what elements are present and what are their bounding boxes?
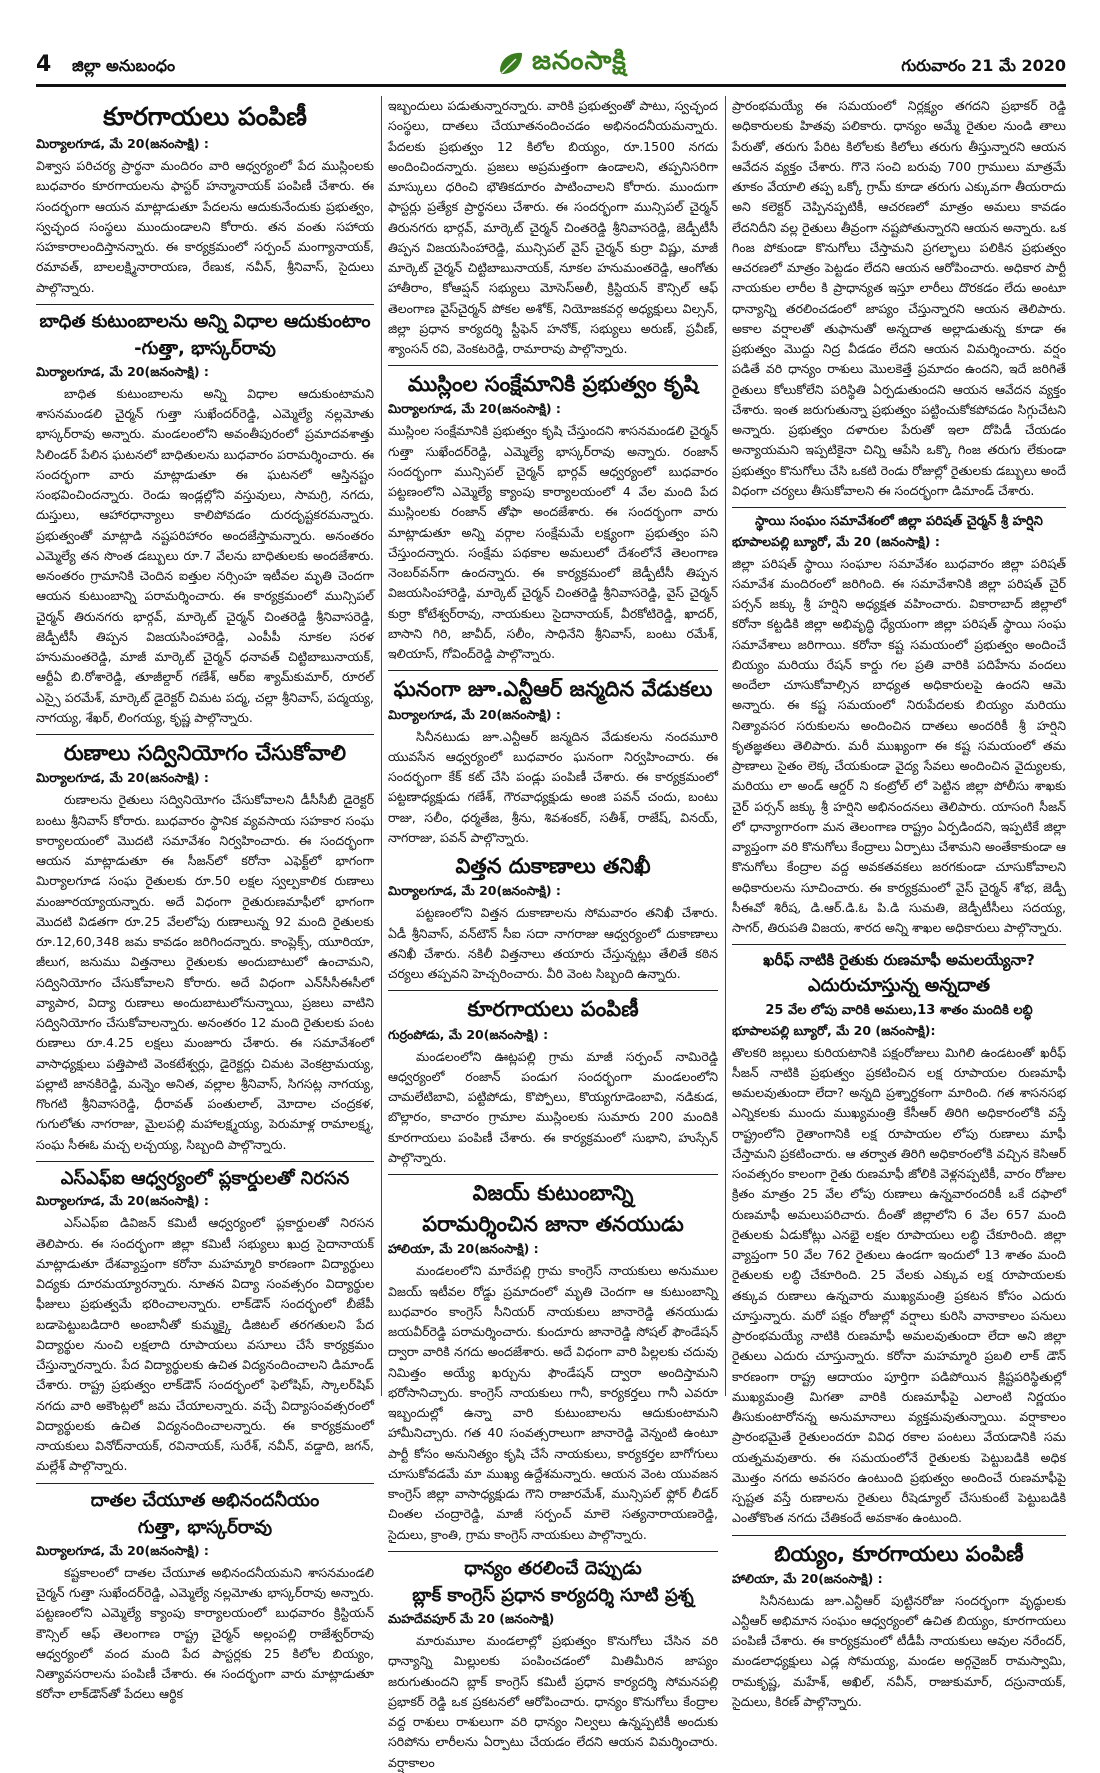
article-divider <box>732 944 1066 945</box>
dateline: హాలియా, మే 20(జనంసాక్షి) : <box>388 1241 539 1257</box>
headline: ఎదురుచూస్తున్న అన్నదాత <box>808 975 990 997</box>
page-number: 4 <box>36 52 52 77</box>
article-divider <box>388 990 718 991</box>
headline: ముస్లింల సంక్షేమానికి ప్రభుత్వం కృషి <box>407 372 699 397</box>
article-divider <box>36 304 374 305</box>
dateline: గుర్రంపోడు, మే 20(జనంసాక్షి) : <box>388 1026 549 1042</box>
headline: రుణాలు సద్వినియోగం చేసుకోవాలి <box>63 741 347 766</box>
article-body: సినీనటుడు జూ.ఎన్టీఆర్ జన్మదిన వేడుకలను నందమూరి యువసేన ఆధ్వర్యంలో బుధవారం ఘనంగా నిర్వహించారు. ఈ సందర్భంగా కేక్ కట్ చేసి పండ్లు పంపిణీ చేశారు. ఈ కార్యక్రమంలో పట్టణాధ్యక్షుడు గణేశ్, గౌరవాధ్యక్షుడు అంజి పవన్ చందు, బంటు రాజు, సలీం, ధర్మతేజ, శ్రీను, శివశంకర్, సతీశ్, రాజేష్, వినయ్, నాగరాజు, పవన్ పాల్గొన్నారు. <box>388 728 718 845</box>
article-divider <box>388 670 718 671</box>
article-divider <box>36 1161 374 1162</box>
article-body: కష్టకాలంలో దాతల చేయూత అభినందనీయమని శాసనమండలి చైర్మన్ గుత్తా సుఖేందర్‌రెడ్డి, ఎమ్మెల్యే నల్లమోతు భాస్కర్‌రావు అన్నారు. పట్టణంలోని ఎమ్మెల్యే క్యాంపు కార్యాలయంలో బుధవారం క్రిస్టియన్ కౌన్సిల్ ఆఫ్ తెలంగాణ రాష్ట్ర చైర్మన్ అల్లంపల్లి రాజేశ్వర్‌రావు ఆధ్వర్యంలో వంద మంది పేద పాస్టర్లకు 25 కిలోల బియ్యం, నిత్యావసరాలను పంపిణీ చేశారు. ఈ సందర్భంగా వారు మాట్లాడుతూ కరోనా లాక్‌డౌన్‌తో పేదలు ఆర్థిక <box>36 1564 374 1702</box>
dateline: మిర్యాలగూడ, మే 20(జనంసాక్షి) : <box>36 1193 209 1209</box>
dateline: మిర్యాలగూడ, మే 20(జనంసాక్షి) : <box>36 136 209 151</box>
article-body: మారుమూల మండలాల్లో ప్రభుత్వం కొనుగోలు చేసిన వరి ధాన్యాన్ని మిల్లులకు పంపించడంలో మితిమీరిన జాప్యం జరుగుతుందని బ్లాక్ కాంగ్రెస్ కమిటీ ప్రధాన కార్యదర్శి సోమనపల్లి ప్రభాకర్ రెడ్డి ఒక ప్రకటనలో ఆరోపించారు. ధాన్యం కొనుగోలు కేంద్రాల వద్ద రాశులు రాశులుగా వరి ధాన్యం నిల్వలు ఉన్నప్పటికీ అందుకు సరిపోను లారీలను ఏర్పాటు చేయడం లేదని ఆయన విమర్శించారు. వర్షాకాలం <box>388 1633 718 1770</box>
article-body: రుణాలను రైతులు సద్వినియోగం చేసుకోవాలని డీసీసీబీ డైరెక్టర్ బంటు శ్రీనివాస్ కోరారు. బుధవారం స్థానిక వ్యవసాయ సహకార సంఘ కార్యాలయంలో మొదటి సమావేశం నిర్వహించారు. ఈ సందర్భంగా ఆయన మాట్లాడుతూ ఈ సీజన్‌లో కరోనా ఎఫెక్ట్‌లో భాగంగా మిర్యాలగూడ సంఘ రైతులకు రూ.50 లక్షల స్వల్పకాలిక రుణాలు మంజూరయ్యాయన్నారు. అదే విధంగా రైతురుణమాఫీలో భాగంగా మొదటి విడతగా రూ.25 వేలలోపు రుణాలున్న 92 మంది రైతులకు రూ.12,60,348 జమ కావడం జరిగిందన్నారు. కాంప్లెక్స్, యూరియా, జీలుగ, జనుము విత్తనాలు రైతులకు అందుబాటులో ఉంచామని, సద్వినియోగం చేసుకోవాలని కోరారు. అదే విధంగా ఎన్‌సీసీఈసీలో వ్యాపార, విద్యా రుణాలు అందుబాటులోనున్నాయి, ప్రజలు వాటిని సద్వినియోగం చేసుకోవాలన్నారు. అనంతరం 12 మంది రైతులకు పంట రుణాలు రూ.4.25 లక్షలు మంజూరు చేశారు. ఈ సమావేశంలో వాసాధ్యక్షులు పత్తిపాటి వెంకటేశ్వర్లు, డైరెక్టర్లు చిమట వెంకట్రామయ్య, పల్లాటి జానకిరెడ్డి, మన్నెం అనిత, వల్లాల శ్రీనివాస్, సిగసట్ల నాగయ్య, గొంగటి శ్రీనివాసరెడ్డి, ధీరావత్ పంతులాల్, మోదాల చంద్రకళ, గుగులోతు నాగరాజు, మైలపల్లి మహాలక్ష్మయ్య, పెరుమాళ్ల రామాలక్ష్మ, సంఘ సీఈఓ మచ్చ లచ్చయ్య, సిబ్బంది పాల్గొన్నారు. <box>36 792 374 1152</box>
headline: బాధిత కుటుంబాలను అన్ని విధాల ఆదుకుంటాం <box>39 310 371 332</box>
headline: ఖరీఫ్ నాటికి రైతుకు రుణమాఫీ అమలయ్యేనా? <box>763 951 1035 970</box>
headline: గుత్తా, భాస్కర్‌రావు <box>137 1517 273 1539</box>
dateline: మహదేవపూర్ మే 20 (జనంసాక్షి) <box>388 1611 555 1627</box>
article-body: జిల్లా పరిషత్ స్థాయి సంఘాల సమావేశం బుధవారం జిల్లా పరిషత్ సమావేశ మందిరంలో జరిగింది. ఈ సమావేశానికి జిల్లా పరిషత్ చైర్ పర్సన్ జక్కు శ్రీ హర్షిని అధ్యక్షత వహించారు. వికారాబాద్ జిల్లాలో కరోనా కట్టడికి జిల్లా అభివృద్ధి ధ్యేయంగా జిల్లా పరిషత్ స్థాయి సంఘ సమావేశాలు జరిగాయి. కరోనా కష్ట సమయంలో ప్రభుత్వం అందించే బియ్యం మరియు రేషన్ కార్డు గల ప్రతి వారికి పదిహేను వందలు అందేలా చూసుకోవాల్సిన బాధ్యత అధికారులపై ఉందని ఆమె అన్నారు. ఈ కష్ట సమయంలో నిరుపేదలకు బియ్యం మరియు నిత్యావసర సరుకులను అందించిన దాతలు అందరికీ శ్రీ హర్షిని కృతజ్ఞతలు తెలిపారు. మరీ ముఖ్యంగా ఈ కష్ట సమయంలో తమ ప్రాణాలు సైతం లెక్క చేయకుండా వైద్య సేవలు అందించిన వైద్యులకు, మరియు లా అండ్ ఆర్డర్ ని కంట్రోల్ లో పెట్టిన జిల్లా పోలీసు శాఖకు చైర్ పర్సన్ జక్కు శ్రీ హర్షిని అభినందనలు తెలిపారు. యాసంగి సీజన్ లో ధాన్యాగారంగా మన తెలంగాణ రాష్ట్రం ఏర్పడిందని, ఇప్పటికే జిల్లా వ్యాప్తంగా వరి కొనుగోలు కేంద్రాలు ఏర్పాటు చేశామని అంతేకాకుండా ఆ కొనుగోలు కేంద్రాల వద్ద అవకతవకలు జరగకుండా చూసుకోవాలని అధికారులను సూచించారు. ఈ కార్యక్రమంలో వైస్ చైర్మన్ శోభ, జెడ్పీ సీఈవో శిరీష, డి.ఆర్.డి.ఓ పి.డి సుమతి, జెడ్పీటీసీలు సదయ్య, సాగర్, తిరుపతి విజయ, శారద అన్ని శాఖల అధికారులు పాల్గొన్నారు. <box>732 555 1066 936</box>
article-body: ప్రారంభమయ్యే ఈ సమయంలో నిర్లక్ష్యం తగదని ప్రభాకర్ రెడ్డి అధికారులకు హితవు పలికారు. ధాన్యం అమ్మే రైతుల నుండి తాలు పేరుతో, తరుగు పేరిట కిలోలకు కిలోలు తరుగు తీస్తున్నారని ఆయన ఆవేదన వ్యక్తం చేశారు. గొనె సంచి బరువు 700 గ్రాములు మాత్రమే తూకం వేయాలి తప్ప ఒక్కో గ్రామ్ కూడా తరుగు ఎక్కువగా తీయరాదు అని కలెక్టర్ చెప్పినప్పటికీ, ఆచరణలో మాత్రం అమలు కావడం లేదనిదీని వల్ల రైతులు తీవ్రంగా నష్టపోతున్నారని ఆయన అన్నారు. ఒక గింజ పోకుండా కొనుగోలు చేస్తామని ప్రగల్భాలు పలికిన ప్రభుత్వం ఆచరణలో మాత్రం పెట్టడం లేదని ఆయన ఆరోపించారు. అధికార పార్టీ నాయకుల లారీల కి ప్రాధాన్యత ఇస్తూ లారీలు దొరకడం లేదు అంటూ ధాన్యాన్ని తరలించడంలో జాప్యం చేస్తున్నారని ఆయన తెలిపారు. అకాల వర్షాలతో తుఫానుతో అన్నదాత అల్లాడుతున్న కూడా ఈ ప్రభుత్వం మొద్దు నిద్ర వీడడం లేదని ఆయన విమర్శించారు. వర్షం పడితే వరి ధాన్యం రాశులు మొలకెత్తే ప్రమాదం ఉందని, ఇదే జరిగితే రైతులు కోలుకోలేని పరిస్థితి ఏర్పడుతుందని ఆయన ఆవేదన వ్యక్తం చేశారు. ఇంత జరుగుతున్నా ప్రభుత్వం పట్టించుకోకపోవడం సిగ్గుచేటని అన్నారు. ప్రభుత్వం దళారుల పేరుతో ఇలా దోపిడీ చేయడం అన్యాయమని ఇప్పటికైనా చిన్ని ఆపేసి ఒక్కొ గింజ తరుగు లేకుండా ప్రభుత్వం కొనుగోలు చేసి ఒకటి రెండు రోజుల్లో రైతులకు డబ్బులు అందే విధంగా చర్యలు తీసుకోవాలని ఈ సందర్భంగా డిమాండ్ చేశారు. <box>732 98 1066 498</box>
article-body: ఇబ్బందులు పడుతున్నారన్నారు. వారికి ప్రభుత్వంతో పాటు, స్వచ్ఛంద సంస్థలు, దాతలు చేయూతనందించడం అభినందనీయమన్నారు. పేదలకు ప్రభుత్వం 12 కిలోల బియ్యం, రూ.1500 నగదు అందించిందన్నారు. ప్రజలు అప్రమత్తంగా ఉండాలని, తప్పనిసరిగా మాస్కులు ధరించి భౌతికదూరం పాటించాలని కోరారు. ముందుగా ఫాస్టర్లు ప్రత్యేక ప్రార్థనలు చేశారు. ఈ సందర్భంగా మున్సిపల్ చైర్మన్ తిరునగరు భార్గవ్, మార్కెట్ చైర్మన్ చింతరెడ్డి శ్రీనివాసరెడ్డి, జెడ్పీటీసీ తిప్పన విజయసింహారెడ్డి, మున్సిపల్ వైస్ చైర్మన్ కుర్రా విష్ణు, మాజీ మార్కెట్ చైర్మన్ చిట్టిబాబునాయక్, నూకల హనుమంతరెడ్డి, ఆంగోతు హాతీరాం, కోఆప్షన్ సభ్యులు మోసెస్‌అలీ, క్రిస్టియన్ కౌన్సిల్ ఆఫ్ తెలంగాణ వైస్‌చైర్మన్ పోకల అశోక్, నియోజకవర్గ అధ్యక్షులు విల్సన్, జిల్లా ప్రధాన కార్యదర్శి స్టీఫెన్ హనోక్, సభ్యులు అరుణ్, ప్రవీణ్, శ్యాంసన్ రవి, వెంకటరెడ్డి, రామారావు పాల్గొన్నారు. <box>388 98 718 356</box>
article-divider <box>732 507 1066 508</box>
article-body: మండలంలోని మారేపల్లి గ్రామ కాంగ్రెస్ నాయకులు అనుముల విజయ్ ఇటీవల రోడ్డు ప్రమాదంలో మృతి చెందగా ఆ కుటుంబాన్ని బుధవారం కాంగ్రెస్ సీనియర్ నాయకులు జానారెడ్డి తనయుడు జయవీర్‌రెడ్డి పరామర్శించారు. కుందూరు జానారెడ్డి సోషల్ ఫౌండేషన్ ద్వారా వారికి నగదు అందజేశారు. అదే విధంగా వారి పిల్లలకు చదువు నిమిత్తం అయ్యే ఖర్చును ఫౌండేషన్ ద్వారా అందిస్తామని భరోసానిచ్చారు. కాంగ్రెస్ నాయకులు గానీ, కార్యకర్తలు గానీ ఎవరూ ఇబ్బందుల్లో ఉన్నా వారి కుటుంబాలను ఆదుకుంటామని హామీనిచ్చారు. గత 40 సంవత్సరాలుగా జానారెడ్డి వెన్నంటి ఉంటూ పార్టీ కోసం అనునిత్యం కృషి చేసే నాయకులు, కార్యకర్తల బాగోగులు చూసుకోవడమే మా ముఖ్య ఉద్దేశమన్నారు. ఆయన వెంట యువజన కాంగ్రెస్ జిల్లా వాసాధ్యక్షుడు గౌని రాజారమేశ్, మున్సిపల్ ఫ్లోర్ లీడర్ చింతల చంద్రారెడ్డి, మాజీ సర్పంచ్ మాలె సత్యనారాయణరెడ్డి, సైదులు, క్రాంతి, గ్రామ కాంగ్రెస్ నాయకులు పాల్గొన్నారు. <box>388 1263 718 1542</box>
article-body: బాధిత కుటుంబాలను అన్ని విధాల ఆదుకుంటామని శాసనమండలి చైర్మన్ గుత్తా సుఖేందర్‌రెడ్డి, ఎమ్మెల్యే నల్లమోతు భాస్కర్‌రావు అన్నారు. మండలంలోని అవంతీపురంలో ప్రమాదవశాత్తు సిలిండర్ పేలిన ఘటనలో బాధితులను బుధవారం పరామర్శించారు. ఈ సందర్భంగా వారు మాట్లాడుతూ ఈ ఘటనలో ఆస్తినష్టం సంభవించిందన్నారు. రెండు ఇండ్లల్లోని వస్తువులు, సామగ్రి, నగదు, దుస్తులు, ఆహారధాన్యాలు కాలిపోవడం దురదృష్టకరమన్నారు. ప్రభుత్వంతో మాట్లాడి నష్టపరిహారం అందజేస్తామన్నారు. అనంతరం ఎమ్మెల్యే తన సొంత డబ్బులు రూ.7 వేలను బాధితులకు అందజేశారు. అనంతరం గ్రామానికి చెందిన ఐత్తుల నర్సింహ ఇటీవల మృతి చెందగా ఆయన కుటుంబాన్ని పరామర్శించారు. ఈ కార్యక్రమంలో మున్సిపల్ చైర్మన్ తిరునగరు భార్గవ్, మార్కెట్ చైర్మన్ చింతరెడ్డి శ్రీనివాసరెడ్డి, జెడ్పీటీసీ తిప్పన విజయసింహారెడ్డి, ఎంపీపీ నూకల సరళ హనుమంతరెడ్డి, మాజీ మార్కెట్ చైర్మన్ ధనావత్ చిట్టిబాబునాయక్, ఆర్టీఏ బి.రోశారెడ్డి, తూజీల్దార్ గణేశ్, ఆర్ఐ శ్యామ్‌కుమార్, రూరల్ ఎస్సై పరమేశ్, మార్కెట్ డైరెక్టర్ చిమట పద్మ, చల్లా శ్రీనివాస్, పద్మయ్య, నాగయ్య, శేఖర్, లింగయ్య, కృష్ణ పాల్గొన్నారు. <box>36 385 374 725</box>
column-3 <box>732 96 1066 1709</box>
article-body: పట్టణంలోని విత్తన దుకాణాలను సోమవారం తనిఖీ చేశారు. ఏడీ శ్రీనివాస్, వన్‌టౌన్ సీఐ సదా నాగరాజు ఆధ్వర్యంలో దుకాణాలు తనిఖీ చేశారు. నకిలీ విత్తనాలు తయారు చేస్తున్నట్లు తేలితే కఠిన చర్యలు తప్పవని హెచ్చరించారు. వీరి వెంట సిబ్బంది ఉన్నారు. <box>388 905 718 982</box>
dateline: భూపాలపల్లి బ్యూరో, మే 20 (జనంసాక్షి) : <box>732 533 940 549</box>
article-divider <box>388 365 718 366</box>
dateline: మిర్యాలగూడ, మే 20(జనంసాక్షి) : <box>36 1542 209 1558</box>
leaf-icon <box>496 49 526 79</box>
column-divider <box>381 96 382 1396</box>
headline: బియ్యం, కూరగాయలు పంపిణీ <box>774 1541 1024 1566</box>
headline: ధాన్యం తరలించే దెప్పుడు <box>464 1557 642 1579</box>
dateline: భూపాలపల్లి బ్యూరో, మే 20 (జనంసాక్షి): <box>732 1022 936 1038</box>
headline: బ్లాక్ కాంగ్రెస్ ప్రధాన కార్యదర్శి సూటి ప్రశ్న <box>412 1585 694 1607</box>
headline: విత్తన దుకాణాలు తనిఖీ <box>455 854 651 879</box>
dateline: మిర్యాలగూడ, మే 20(జనంసాక్షి) : <box>388 401 561 417</box>
article-body: మండలంలోని ఊట్లపల్లి గ్రామ మాజీ సర్పంచ్ నామిరెడ్డి ఆధ్వర్యంలో రంజాన్ పండుగ సందర్భంగా మండలంలోని చామలేటిబావి, పట్టిపోడు, కొప్పోలు, కొయ్యగూడెంబావి, నడికుడ, బొల్లారం, కాచారం గ్రామాల ముస్లింలకు సుమారు 200 మందికి కూరగాయలు పంపిణీ చేశారు. ఈ కార్యక్రమంలో సుభాని, హుస్సేన్ పాల్గొన్నారు. <box>388 1048 718 1165</box>
logo-text: జనంసాక్షి <box>532 46 627 76</box>
headline: ఎస్‌ఎఫ్ఐ ఆధ్వర్యంలో ప్లకార్డులతో నిరసన <box>60 1167 350 1189</box>
headline: పరామర్శించిన జానా తనయుడు <box>422 1212 684 1237</box>
article-divider <box>732 1535 1066 1536</box>
headline: కూరగాయలు పంపిణీ <box>103 102 307 131</box>
article-body: ముస్లింల సంక్షేమానికి ప్రభుత్వం కృషి చేస్తుందని శాసనమండలి చైర్మన్ గుత్తా సుఖేందర్‌రెడ్డి, ఎమ్మెల్యే భాస్కర్‌రావు అన్నారు. రంజాన్ సందర్భంగా మున్సిపల్ చైర్మన్ భార్గవ్ ఆధ్వర్యంలో బుధవారం పట్టణంలోని ఎమ్మెల్యే క్యాంపు కార్యాలయంలో 4 వేల మంది పేద ముస్లింలకు రంజాన్ తోఫా అందజేశారు. ఈ సందర్భంగా వారు మాట్లాడుతూ అన్ని వర్గాల సంక్షేమమే లక్ష్యంగా ప్రభుత్వం పని చేస్తుందన్నారు. సంక్షేమ పథకాల అమలులో దేశంలోనే తెలంగాణ నెంబర్‌వన్‌గా ఉందన్నారు. ఈ కార్యక్రమంలో జెడ్పీటీసీ తిప్పన విజయసింహారెడ్డి, మార్కెట్ చైర్మన్ చింతరెడ్డి శ్రీనివాసరెడ్డి, వైస్ చైర్మన్ కుర్రా కోటేశ్వర్‌రావు, నాయకులు సైదానాయక్, వీరకోటిరెడ్డి, ఖాదర్, బాసాని గిరి, జావీద్, సలీం, సాధినేని శ్రీనివాస్, బంటు రమేశ్, ఇలియాస్, గోవింద్‌రెడ్డి పాల్గొన్నారు. <box>388 423 718 662</box>
headline: ఘనంగా జూ.ఎన్టీఆర్ జన్మదిన వేడుకలు <box>393 677 713 702</box>
article-body: సినీనటుడు జూ.ఎన్టీఆర్ పుట్టినరోజు సందర్భంగా వృద్ధులకు ఎన్టీఆర్ అభిమాన సంఘం ఆధ్వర్యంలో ఉచిత బియ్యం, కూరగాయలు పంపిణీ చేశారు. ఈ కార్యక్రమంలో టీడీపీ నాయకులు ఆవుల నరేందర్, మండలాధ్యక్షులు ఎడ్ల సోమయ్య, మండల అర్గనైజర్ రామస్వామి, రామకృష్ణ, మహేశ్, అఖిల్, నవీన్, రాజుకుమార్, దస్రునాయక్, సైదులు, కిరణ్ పాల్గొన్నారు. <box>732 1592 1066 1709</box>
headline: స్థాయి సంఘం సమావేశంలో జిల్లా పరిషత్ చైర్మన్ శ్రీ హర్షిని <box>755 514 1043 529</box>
article-body: ఎస్ఎఫ్ఐ డివిజన్ కమిటీ ఆధ్వర్యంలో ప్లకార్డులతో నిరసన తెలిపారు. ఈ సందర్భంగా జిల్లా కమిటీ సభ్యులు ఖుద్ర సైదానాయక్ మాట్లాడుతూ దేశవ్యాప్తంగా కరోనా మహమ్మారి కారణంగా విద్యార్థులు విద్యకు దూరమయ్యారన్నారు. నూతన విద్యా సంవత్సరం విద్యార్థుల ఫీజులు ప్రభుత్వమే భరించాలన్నారు. లాక్‌డౌన్ సందర్భంలో బీజేపీ బడాపెట్టుబడిదారి అంబానీతో కుమ్మక్కై డిజిటల్ తరగతులని పేద విద్యార్థుల నుంచి లక్షలాది రూపాయలు వసూలు చేసే కార్యక్రమం చేస్తున్నారన్నారు. పేద విద్యార్థులకు ఉచిత విద్యనందించాలని డిమాండ్ చేశారు. రాష్ట్ర ప్రభుత్వం లాక్‌డౌన్ సందర్భంలో ఫెలోషిప్, స్కాలర్‌షిప్ నగదు వారి అకౌంట్లలో జమ చేయాలన్నారు. వచ్చే విద్యాసంవత్సరంలో విద్యార్థులకు ఉచిత విద్యనందించాలన్నారు. ఈ కార్యక్రమంలో నాయకులు వినోద్‌నాయక్, రవినాయక్, సురేశ్, నవీన్, వడ్డాది, జగన్, మల్లేశ్ పాల్గొన్నారు. <box>36 1215 374 1474</box>
article-divider <box>36 734 374 735</box>
column-1 <box>36 96 374 1702</box>
dateline: హాలియా, మే 20(జనంసాక్షి) : <box>732 1570 883 1586</box>
dateline: మిర్యాలగూడ, మే 20(జనంసాక్షి) : <box>388 706 561 722</box>
headline: కూరగాయలు పంపిణీ <box>467 997 639 1022</box>
headline: దాతల చేయూత అభినందనీయం <box>90 1489 320 1511</box>
column-divider <box>725 96 726 1396</box>
dateline: మిర్యాలగూడ, మే 20(జనంసాక్షి) : <box>36 770 209 786</box>
section-name: జిల్లా అనుబంధం <box>72 56 176 75</box>
article-body: తొలకరి జల్లులు కురియటానికి పక్షంరోజులు మిగిలి ఉండటంతో ఖరీఫ్ సీజన్ నాటికి ప్రభుత్వం ప్రకటించిన లక్ష రూపాయల రుణమాఫీ అమలవుతుందా లేదా? అన్నది ప్రశ్నార్ధకంగా మారింది. గత శాసనసభ ఎన్నికలకు ముందు ముఖ్యమంత్రి కేసీఆర్ తిరిగి అధికారంలోకి వస్తే రాష్ట్రంలోని రైతాంగానికి లక్ష రూపాయల లోపు రుణాలు మాఫీ చేస్తామని ప్రకటించారు. ఆ తర్వాత తిరిగి అధికారంలోకి వచ్చిన కెసిఆర్ సంవత్సరం కాలంగా రైతు రుణమాఫీ జోలికి వెళ్లనప్పటికీ, వారం రోజుల క్రితం మాత్రం 25 వేల లోపు రుణాలు ఉన్నవారందరికీ ఒకే దఫాలో రుణమాఫీ అమలుపరిచారు. దీంతో జిల్లాలోని 6 వేల 657 మంది రైతులకు ఏడుకోట్లు ఎనభై లక్షల రూపాయలు లబ్ధి చేకూరింది. జిల్లా వ్యాప్తంగా 50 వేల 762 రైతులు ఉండగా ఇందులో 13 శాతం మంది రైతులకు లబ్ధి చేకూరింది. 25 వేలకు ఎక్కువ లక్ష రూపాయలకు తక్కువ రుణాలు ఉన్నవారు ముఖ్యమంత్రి ప్రకటన కోసం ఎదురు చూస్తున్నారు. మరో పక్షం రోజుల్లో వర్షాలు కురిసి వానాకాలం పనులు ప్రారంభమయ్యే నాటికి రుణమాఫీ అమలవుతుందా లేదా అని జిల్లా రైతులు ఎదురు చూస్తున్నారు. కరోనా మహమ్మారి ప్రబలి లాక్ డౌన్ కారణంగా రాష్ట్ర ఆదాయం పూర్తిగా పడిపోయిన క్లిష్టపరిస్థితుల్లో ముఖ్యమంత్రి మిగతా వారికి రుణమాఫీపై ఎలాంటి నిర్ణయం తీసుకుంటారోనన్న అనుమానాలు వ్యక్తమవుతున్నాయి. వర్షాకాలం ప్రారంభమైతే రైతులందరూ వివిధ రకాల పంటలు వేయడానికి సమ యత్నమవుతారు. ఈ సమయంలోనే రైతులకు పెట్టుబడికి అధిక మొత్తం నగదు అవసరం ఉంటుంది ప్రభుత్వం అందించే రుణమాఫీపై స్పష్టత వస్తే రుణాలను రైతులు రీషెడ్యూల్ చేసుకుంటే పెట్టుబడికి ఎంతోకొంత నగదు చేతికందే అవకాశం ఉంటుంది. <box>732 1044 1066 1526</box>
masthead-rule <box>36 84 1066 87</box>
dateline: మిర్యాలగూడ, మే 20(జనంసాక్షి) : <box>36 363 209 379</box>
column-2 <box>388 96 718 1770</box>
headline: విజయ్ కుటుంబాన్ని <box>472 1181 634 1205</box>
article-divider <box>388 1174 718 1175</box>
article-divider <box>388 1551 718 1552</box>
headline: 25 వేల లోపు వారికి అమలు,13 శాతం మందికి లబ్ధి <box>765 1002 1033 1018</box>
dateline: మిర్యాలగూడ, మే 20(జనంసాక్షి) : <box>388 883 561 899</box>
headline: -గుత్తా, భాస్కర్‌రావు <box>134 338 276 360</box>
issue-date: గురువారం 21 మే 2020 <box>901 56 1066 75</box>
article-divider <box>36 1483 374 1484</box>
logo <box>496 44 627 84</box>
article-body: విశ్వాస పరిచర్య ప్రార్థనా మందిరం వారి ఆధ్వర్యంలో పేద ముస్లింలకు బుధవారం కూరగాయలను ఫాస్టర్ హన్మానాయక్ పంపిణీ చేశారు. ఈ సందర్భంగా ఆయన మాట్లాడుతూ పేదలను ఆదుకునేందుకు ప్రభుత్వం, స్వచ్ఛంద సంస్థలు ముందుండాలని కోరారు. తన వంతు సహాయ సహకారాలందిస్తానన్నారు. ఈ కార్యక్రమంలో సర్పంచ్ మంగ్యానాయక్, రమావత్, బాలలక్ష్మినారాయణ, రేణుక, నవీన్, శ్రీనివాస్, సైదులు పాల్గొన్నారు. <box>36 158 374 295</box>
